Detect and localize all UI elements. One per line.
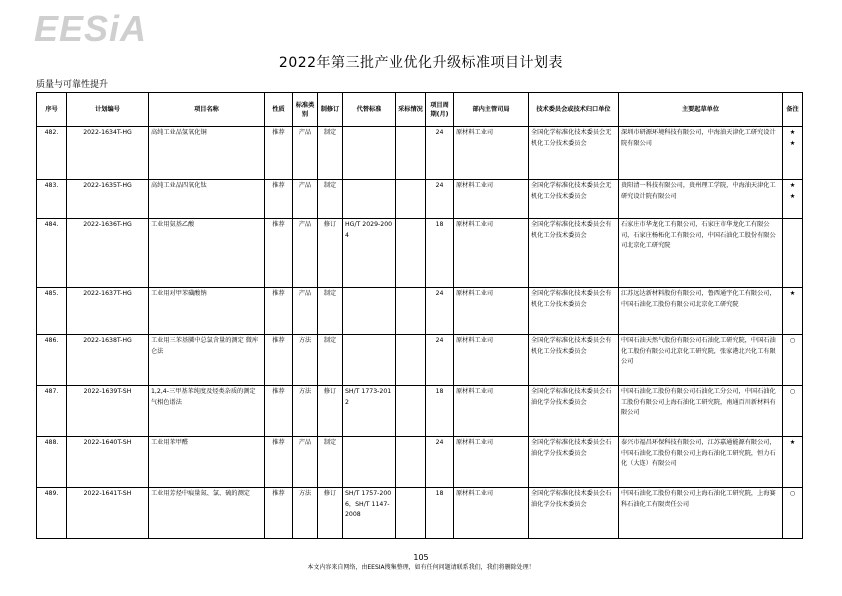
cell-remark xyxy=(783,219,803,288)
cell-period: 18 xyxy=(426,219,454,288)
cell-period: 24 xyxy=(426,127,454,180)
cell-plan-number: 2022-1636T-HG xyxy=(67,219,149,288)
cell-drafters: 深圳市研源环境科技有限公司，中海油天津化工研究设计院有限公司 xyxy=(619,127,783,180)
cell-nature: 推荐 xyxy=(265,437,293,488)
cell-project-name: 1,2,4-三甲基苯纯度及烃类杂质的测定 气相色谱法 xyxy=(149,386,265,437)
cell-remark: ○ xyxy=(783,386,803,437)
cell-no: 485. xyxy=(37,288,67,335)
cell-project-name: 工业用芳烃中痕量氮、氯、硫的测定 xyxy=(149,488,265,539)
cell-plan-number: 2022-1639T-SH xyxy=(67,386,149,437)
cell-replace: SH/T 1757-2006，SH/T 1147-2008 xyxy=(343,488,396,539)
cell-committee: 全国化学标准化技术委员会无机化工分技术委员会 xyxy=(529,180,619,219)
table-row xyxy=(37,437,803,488)
cell-revise: 制定 xyxy=(318,335,343,386)
cell-dept: 原材料工业司 xyxy=(454,180,529,219)
cell-period: 24 xyxy=(426,437,454,488)
cell-project-name: 工业用三苯基膦中总氯含量的测定 微库仑法 xyxy=(149,335,265,386)
cell-drafters: 中国石油天然气股份有限公司石油化工研究院，中国石油化工股份有限公司北京化工研究院，张家港北兴化工有限公司 xyxy=(619,335,783,386)
standards-plan-table xyxy=(36,92,803,539)
cell-no: 484. xyxy=(37,219,67,288)
cell-category: 产品 xyxy=(293,437,318,488)
cell-committee: 全国化学标准化技术委员会有机化工分技术委员会 xyxy=(529,288,619,335)
cell-project-name: 工业用苯甲醛 xyxy=(149,437,265,488)
col-header-revise: 制修订 xyxy=(318,93,343,127)
cell-adopt xyxy=(396,288,426,335)
cell-category: 产品 xyxy=(293,127,318,180)
eesia-logo: EESiA xyxy=(34,8,148,49)
cell-replace: HG/T 2029-2004 xyxy=(343,219,396,288)
cell-category: 方法 xyxy=(293,488,318,539)
col-header-adopt: 采标情况 xyxy=(396,93,426,127)
cell-no: 488. xyxy=(37,437,67,488)
cell-adopt xyxy=(396,127,426,180)
cell-revise: 修订 xyxy=(318,386,343,437)
cell-category: 产品 xyxy=(293,219,318,288)
col-header-plan-number: 计划编号 xyxy=(67,93,149,127)
cell-replace xyxy=(343,335,396,386)
page-title: 2022年第三批产业优化升级标准项目计划表 xyxy=(278,55,564,71)
cell-committee: 全国化学标准化技术委员会石油化学分技术委员会 xyxy=(529,488,619,539)
cell-no: 487. xyxy=(37,386,67,437)
cell-category: 方法 xyxy=(293,335,318,386)
cell-adopt xyxy=(396,180,426,219)
col-header-project-name: 项目名称 xyxy=(149,93,265,127)
cell-period: 18 xyxy=(426,488,454,539)
cell-committee: 全国化学标准化技术委员会有机化工分技术委员会 xyxy=(529,219,619,288)
table-header-row xyxy=(37,93,803,127)
table-row xyxy=(37,180,803,219)
cell-drafters: 中国石油化工股份有限公司石油化工分公司，中国石油化工股份有限公司上海石油化工研究院，南通百川新材料有限公司 xyxy=(619,386,783,437)
page-number: 105 xyxy=(413,553,429,562)
cell-committee: 全国化学标准化技术委员会石油化学分技术委员会 xyxy=(529,437,619,488)
cell-dept: 原材料工业司 xyxy=(454,437,529,488)
cell-plan-number: 2022-1640T-SH xyxy=(67,437,149,488)
cell-period: 18 xyxy=(426,386,454,437)
cell-plan-number: 2022-1638T-HG xyxy=(67,335,149,386)
cell-project-name: 高纯工业品四氧化钛 xyxy=(149,180,265,219)
cell-project-name: 工业用对甲苯磺酸钠 xyxy=(149,288,265,335)
cell-plan-number: 2022-1634T-HG xyxy=(67,127,149,180)
cell-category: 产品 xyxy=(293,180,318,219)
col-header-drafters: 主要起草单位 xyxy=(619,93,783,127)
cell-revise: 修订 xyxy=(318,488,343,539)
cell-no: 482. xyxy=(37,127,67,180)
cell-nature: 推荐 xyxy=(265,386,293,437)
cell-remark: ★ ★ xyxy=(783,127,803,180)
cell-remark: ★ xyxy=(783,437,803,488)
table-row xyxy=(37,335,803,386)
table-row xyxy=(37,288,803,335)
cell-no: 489. xyxy=(37,488,67,539)
cell-remark: ○ xyxy=(783,488,803,539)
col-header-nature: 性质 xyxy=(265,93,293,127)
cell-nature: 推荐 xyxy=(265,335,293,386)
col-header-replace: 代替标准 xyxy=(343,93,396,127)
cell-nature: 推荐 xyxy=(265,288,293,335)
cell-dept: 原材料工业司 xyxy=(454,386,529,437)
table-row xyxy=(37,219,803,288)
col-header-dept: 部内主管司局 xyxy=(454,93,529,127)
cell-dept: 原材料工业司 xyxy=(454,488,529,539)
col-header-remark: 备注 xyxy=(783,93,803,127)
cell-period: 24 xyxy=(426,180,454,219)
cell-plan-number: 2022-1637T-HG xyxy=(67,288,149,335)
cell-dept: 原材料工业司 xyxy=(454,219,529,288)
cell-plan-number: 2022-1635T-HG xyxy=(67,180,149,219)
cell-category: 方法 xyxy=(293,386,318,437)
cell-revise: 制定 xyxy=(318,437,343,488)
cell-nature: 推荐 xyxy=(265,488,293,539)
cell-nature: 推荐 xyxy=(265,219,293,288)
cell-project-name: 高纯工业品氢氧化铜 xyxy=(149,127,265,180)
cell-replace: SH/T 1773-2012 xyxy=(343,386,396,437)
cell-drafters: 中国石油化工股份有限公司上海石油化工研究院，上海赛科石油化工有限责任公司 xyxy=(619,488,783,539)
cell-period: 24 xyxy=(426,288,454,335)
cell-remark: ★ xyxy=(783,288,803,335)
cell-no: 483. xyxy=(37,180,67,219)
cell-remark: ○ xyxy=(783,335,803,386)
cell-dept: 原材料工业司 xyxy=(454,288,529,335)
col-header-committee: 技术委员会或技术归口单位 xyxy=(529,93,619,127)
cell-remark: ★ ★ xyxy=(783,180,803,219)
cell-revise: 制定 xyxy=(318,180,343,219)
cell-adopt xyxy=(396,219,426,288)
cell-adopt xyxy=(396,488,426,539)
cell-committee: 全国化学标准化技术委员会石油化学分技术委员会 xyxy=(529,386,619,437)
cell-revise: 制定 xyxy=(318,288,343,335)
cell-category: 产品 xyxy=(293,288,318,335)
cell-adopt xyxy=(396,437,426,488)
col-header-no: 序号 xyxy=(37,93,67,127)
cell-replace xyxy=(343,288,396,335)
table-row xyxy=(37,386,803,437)
cell-plan-number: 2022-1641T-SH xyxy=(67,488,149,539)
footer-notice: 本文内容来自网络，由EESIA搜集整理，如有任何问题请联系我们，我们将删除处理！ xyxy=(307,564,535,571)
cell-drafters: 江苏远达新材料股份有限公司，鲁西通宇化工有限公司，中国石油化工股份有限公司北京化工研究院 xyxy=(619,288,783,335)
cell-replace xyxy=(343,180,396,219)
cell-no: 486. xyxy=(37,335,67,386)
cell-dept: 原材料工业司 xyxy=(454,127,529,180)
cell-adopt xyxy=(396,335,426,386)
cell-period: 24 xyxy=(426,335,454,386)
cell-dept: 原材料工业司 xyxy=(454,335,529,386)
cell-adopt xyxy=(396,386,426,437)
section-category: 质量与可靠性提升 xyxy=(36,80,109,90)
table-row xyxy=(37,488,803,539)
cell-replace xyxy=(343,127,396,180)
cell-replace xyxy=(343,437,396,488)
col-header-period: 项目周期(月) xyxy=(426,93,454,127)
table-row xyxy=(37,127,803,180)
cell-revise: 修订 xyxy=(318,219,343,288)
cell-drafters: 泰兴市福昌环保科技有限公司，江苏嘉通能源有限公司，中国石油化工股份有限公司上海石油化工研究院，恒力石化（大连）有限公司 xyxy=(619,437,783,488)
cell-committee: 全国化学标准化技术委员会有机化工分技术委员会 xyxy=(529,335,619,386)
col-header-category: 标准类别 xyxy=(293,93,318,127)
cell-nature: 推荐 xyxy=(265,180,293,219)
cell-revise: 制定 xyxy=(318,127,343,180)
cell-drafters: 贵阳清一科技有限公司，贵州理工学院，中海油天津化工研究设计院有限公司 xyxy=(619,180,783,219)
cell-project-name: 工业用氨基乙酸 xyxy=(149,219,265,288)
cell-nature: 推荐 xyxy=(265,127,293,180)
cell-drafters: 石家庄市华龙化工有限公司，石家庄市华龙化工有限公司，石家庄杨柘化工有限公司，中国石油化工股份有限公司北京化工研究院 xyxy=(619,219,783,288)
cell-committee: 全国化学标准化技术委员会无机化工分技术委员会 xyxy=(529,127,619,180)
